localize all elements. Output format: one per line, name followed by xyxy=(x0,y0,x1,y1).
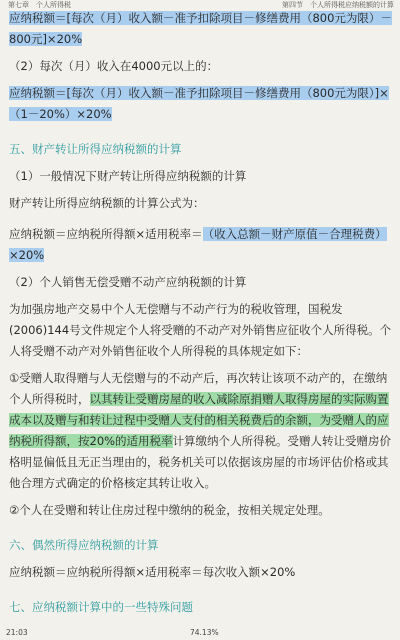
highlight-point-1[interactable]: 以其转让受赠房屋的收入减除原捐赠人取得房屋的实际购置成本以及赠与和转让过程中受赠人支付的相关税费后的余额，为受赠人的应纳税所得额，按20%的适用税率 xyxy=(9,392,389,448)
highlight-formula-2b[interactable]: （1－20%）×20% xyxy=(9,107,112,121)
highlight-formula-3b[interactable]: ×20% xyxy=(9,248,45,262)
point-1-lead: ①受赠人取得赠与人无偿赠与的不动产后，再次转让该项不动产的，在缴纳个人所得税时， xyxy=(9,371,388,406)
case-2-label: （2）每次（月）收入在4000元以上的： xyxy=(9,59,219,73)
formula-intro: 财产转让所得应纳税额的计算公式为： xyxy=(9,196,205,210)
subheading-1: （1）一般情况下财产转让所得应纳税额的计算 xyxy=(9,169,247,183)
reading-progress: 74.13% xyxy=(190,628,219,637)
clock: 21:03 xyxy=(6,628,28,637)
point-2: ②个人在受赠和转让住房过程中缴纳的税金，按相关规定处理。 xyxy=(9,503,330,517)
formula-line-1 xyxy=(9,8,392,50)
heading-section-5: 五、财产转让所得应纳税额的计算 xyxy=(9,142,182,156)
point-1 xyxy=(9,368,392,494)
highlight-formula-3a[interactable]: （收入总额－财产原值－合理税费） xyxy=(202,227,387,241)
page-content xyxy=(9,8,392,618)
section-title: 第四节 个人所得税应纳税额的计算 xyxy=(282,1,394,9)
heading-section-7: 七、应纳税额计算中的一些特殊问题 xyxy=(9,600,193,614)
subheading-2: （2）个人销售无偿受赠不动产应纳税额的计算 xyxy=(9,275,247,289)
highlight-formula-2a[interactable]: 应纳税额＝[每次（月）收入额－准予扣除项目－修缮费用（800元为限）]× xyxy=(9,86,389,100)
formula-line-2 xyxy=(9,83,392,125)
formula-lhs: 应纳税额＝应纳税所得额×适用税率＝ xyxy=(9,227,203,241)
highlight-formula-1b[interactable]: 800元]×20% xyxy=(9,32,83,46)
chapter-title: 第七章 个人所得税 xyxy=(8,1,71,9)
formula-property-transfer xyxy=(9,224,392,266)
paragraph-regulation: 为加强房地产交易中个人无偿赠与不动产行为的税收管理，国税发(2006)144号文件规定个人将受赠的不动产对外销售应征收个人所得税。个人将受赠不动产对外销售征收个人所得税的具体规定如下： xyxy=(9,302,392,358)
heading-section-6: 六、偶然所得应纳税额的计算 xyxy=(9,538,159,552)
formula-incidental-income: 应纳税额＝应纳税所得额×适用税率＝每次收入额×20% xyxy=(9,565,296,579)
highlight-formula-1a[interactable]: 应纳税额＝[每次（月）收入额－准予扣除项目－修缮费用（800元为限）－ xyxy=(9,11,392,25)
point-1-tail: 计算缴纳个人所得税。受赠人转让受赠房价格明显偏低且无正当理由的，税务机关可以依据该房屋的市场评估价格或其他合理方式确定的价格核定其转让收入。 xyxy=(9,434,392,490)
reader-footer xyxy=(0,626,400,640)
